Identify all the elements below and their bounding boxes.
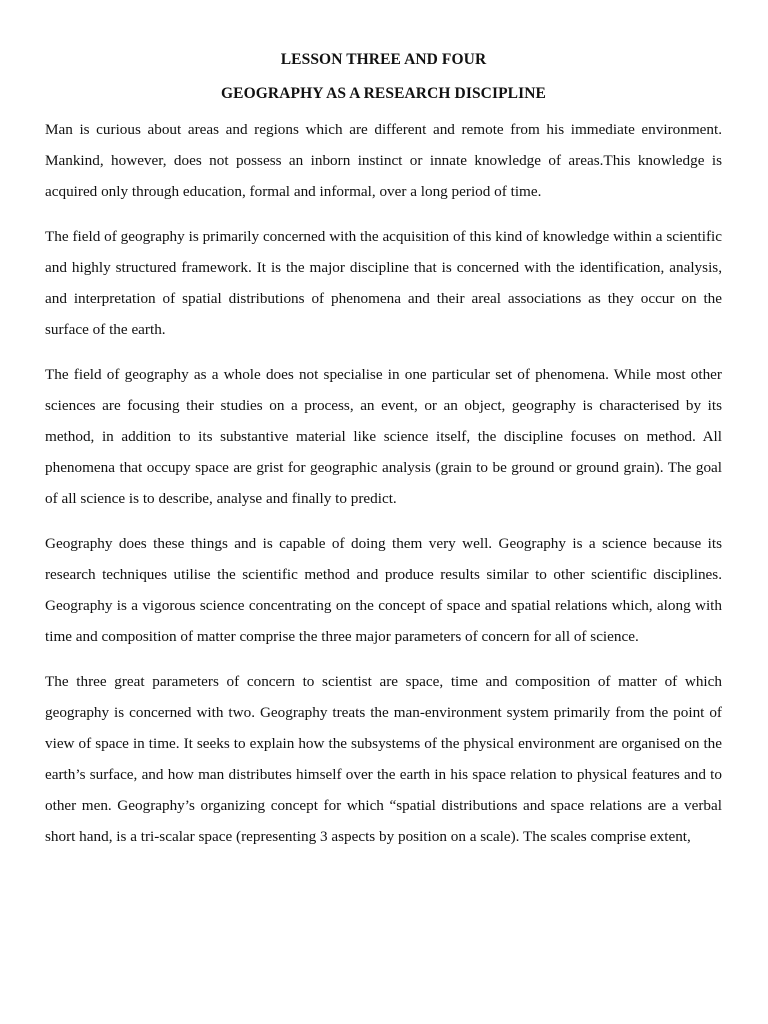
document-body — [45, 44, 722, 866]
lesson-subtitle: GEOGRAPHY AS A RESEARCH DISCIPLINE — [221, 85, 546, 102]
paragraph-2: The field of geography is primarily concerned with the acquisition of this kind of knowledge within a scientific and highly structured framework. It is the major discipline that is concerned with the identification, analysis, and interpretation of spatial distributions of phenomena and their areal associations as they occur on the surface of the earth. — [45, 228, 722, 338]
paragraph-3: The field of geography as a whole does not specialise in one particular set of phenomena. While most other sciences are focusing their studies on a process, an event, or an object, geography is characterised by its method, in addition to its substantive material like science itself, the discipline focuses on method. All phenomena that occupy space are grist for geographic analysis (grain to be ground or ground grain). The goal of all science is to describe, analyse and finally to predict. — [45, 366, 722, 507]
lesson-title: LESSON THREE AND FOUR — [280, 51, 487, 68]
paragraph-5: The three great parameters of concern to scientist are space, time and composition of matter of which geography is concerned with two. Geography treats the man-environment system primarily from the point of view of space in time. It seeks to explain how the subsystems of the physical environment are organised on the earth’s surface, and how man distributes himself over the earth in his space relation to physical features and to other men. Geography’s organizing concept for which “spatial distributions and space relations are a verbal short hand, is a tri-scalar space (representing 3 aspects by position on a scale). The scales comprise extent, — [45, 673, 722, 845]
paragraph-1: Man is curious about areas and regions which are different and remote from his immediate environment. Mankind, however, does not possess an inborn instinct or innate knowledge of areas.This knowledge is acquired only through education, formal and informal, over a long period of time. — [45, 121, 722, 200]
paragraph-4: Geography does these things and is capable of doing them very well. Geography is a science because its research techniques utilise the scientific method and produce results similar to other scientific disciplines. Geography is a vigorous science concentrating on the concept of space and spatial relations which, along with time and composition of matter comprise the three major parameters of concern for all of science. — [45, 535, 722, 645]
